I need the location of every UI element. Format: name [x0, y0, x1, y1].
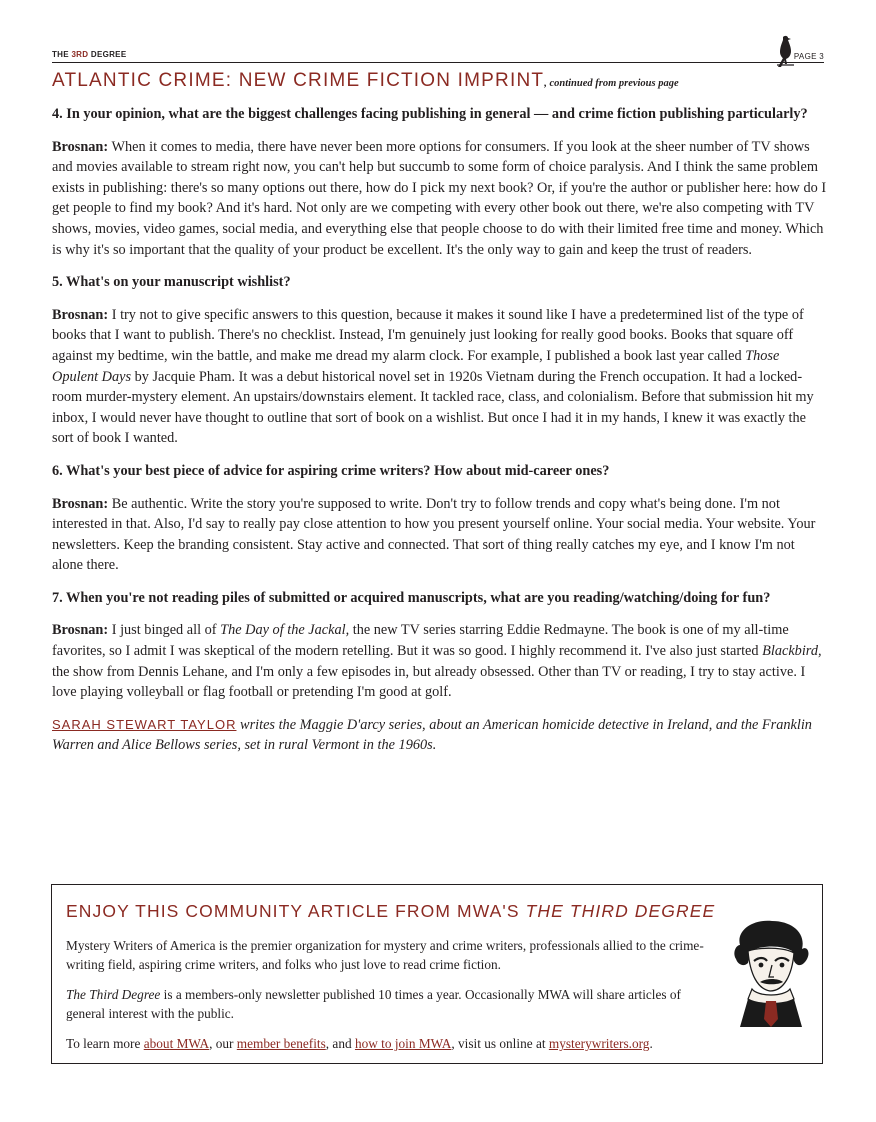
answer-4: Brosnan: When it comes to media, there have never been more options for consumers. If you look at the sheer number of TV shows and movies available to stream right now, you can't help but succumb to some form of choice paralysis. And I think the same problem exists in publishing: there's so many options out there, how do I pick my next book? Or, if you're the author or publisher here: how do I get people to find my book? And it's hard. Not only are we competing with every other book out there, we're also competing with TV shows, movies, video games, social media, and everything else that people choose to do with their limited free time and money. Which is why it's so important that the quality of your product be excellent. It's the only way to gain and keep the trust of readers. [52, 138, 827, 258]
promo-paragraph: The Third Degree is a members-only newsletter published 10 times a year. Occasionally MWA will share articles of general interest with the public. [66, 987, 681, 1021]
how-to-join-link[interactable]: how to join MWA [354, 1036, 452, 1051]
page-header [52, 48, 824, 66]
poe-portrait [722, 915, 818, 1027]
author-name-link[interactable]: SARAH STEWART TAYLOR [52, 716, 237, 732]
continued-note: , continued from previous page [544, 78, 679, 89]
question-7: 7. When you're not reading piles of submitted or acquired manuscripts, what are you reading/watching/doing for fun? [52, 589, 771, 606]
question-4: 4. In your opinion, what are the biggest challenges facing publishing in general — and crime fiction publishing particularly? [52, 106, 808, 122]
promo-text [66, 937, 716, 1066]
speaker-label: Brosnan: [52, 306, 109, 323]
article-title [52, 70, 832, 92]
article-title-text: ATLANTIC CRIME: NEW CRIME FICTION IMPRINT [52, 70, 545, 91]
speaker-label: Brosnan: [52, 138, 109, 155]
page-number: PAGE 3 [793, 52, 824, 61]
promo-title: ENJOY THIS COMMUNITY ARTICLE FROM MWA'S THE THIRD DEGREE [66, 901, 716, 921]
header-rule [52, 62, 824, 63]
speaker-label: Brosnan: [52, 622, 109, 639]
answer-6: Brosnan: Be authentic. Write the story you're supposed to write. Don't try to follow trends and copy what's being done. I'm not interested in that. Also, I'd say to really pay close attention to how you present yourself online. Your social media. Your website. Your newsletters. Keep the branding consistent. Stay active and connected. That sort of thing really catches my eye, and I know I'm not alone there. [52, 495, 816, 574]
promo-box [51, 884, 823, 1064]
speaker-label: Brosnan: [52, 495, 109, 512]
question-6: 6. What's your best piece of advice for aspiring crime writers? How about mid-career ones? [52, 462, 610, 479]
answer-5: Brosnan: I try not to give specific answers to this question, because it makes it sound like I have a predetermined list of the type of books that I want to publish. There's no checklist. Instead, I'm genuinely just looking for really good books. Books that square off against my bedtime, win the battle, and make me dread my alarm clock. For example, I published a book last year called Those Opulent Days by Jacquie Pham. It was a debut historical novel set in 1920s Vietnam during the French occupation. It had a locked-room murder-mystery element. An upstairs/downstairs element. It tackled race, class, and colonialism. Before that submission hit my inbox, I would never have thought to outline that sort of book on a wishlist. But once I had it in my hands, I knew it was exactly the sort of book I wanted. [52, 306, 814, 447]
masthead: THE 3RD DEGREE [52, 50, 127, 59]
member-benefits-link[interactable]: member benefits [236, 1036, 326, 1051]
answer-7: Brosnan: I just binged all of The Day of the Jackal, the new TV series starring Eddie Redmayne. The book is one of my all-time favorites, so I admit I was skeptical of the modern retelling. But it was so good. I highly recommend it. I've also just started Blackbird, the show from Dennis Lehane, and I'm only a few episodes in, but already obsessed. Other than TV or reading, I try to stay active. I love playing volleyball or flag football or pretending I'm good at golf. [52, 622, 822, 701]
promo-links: To learn more about MWA, our member benefits, and how to join MWA, visit us online at mysterywriters.org. [66, 1036, 653, 1051]
about-mwa-link[interactable]: about MWA [143, 1036, 210, 1051]
author-bio: SARAH STEWART TAYLOR writes the Maggie D'arcy series, about an American homicide detective in Ireland, and the Franklin Warren and Alice Bellows series, set in rural Vermont in the 1960s. [52, 716, 812, 754]
article-body [52, 104, 827, 768]
promo-paragraph: Mystery Writers of America is the premier organization for mystery and crime writers, professionals allied to the crime-writing field, aspiring crime writers, and folks who just love to read crime fiction. [66, 938, 704, 972]
show-title: The Day of the Jackal, [220, 622, 350, 639]
question-5: 5. What's on your manuscript wishlist? [52, 274, 291, 291]
book-title: Those Opulent Days [52, 347, 780, 385]
show-title: Blackbird, [762, 643, 822, 660]
website-link[interactable]: mysterywriters.org [548, 1036, 650, 1051]
